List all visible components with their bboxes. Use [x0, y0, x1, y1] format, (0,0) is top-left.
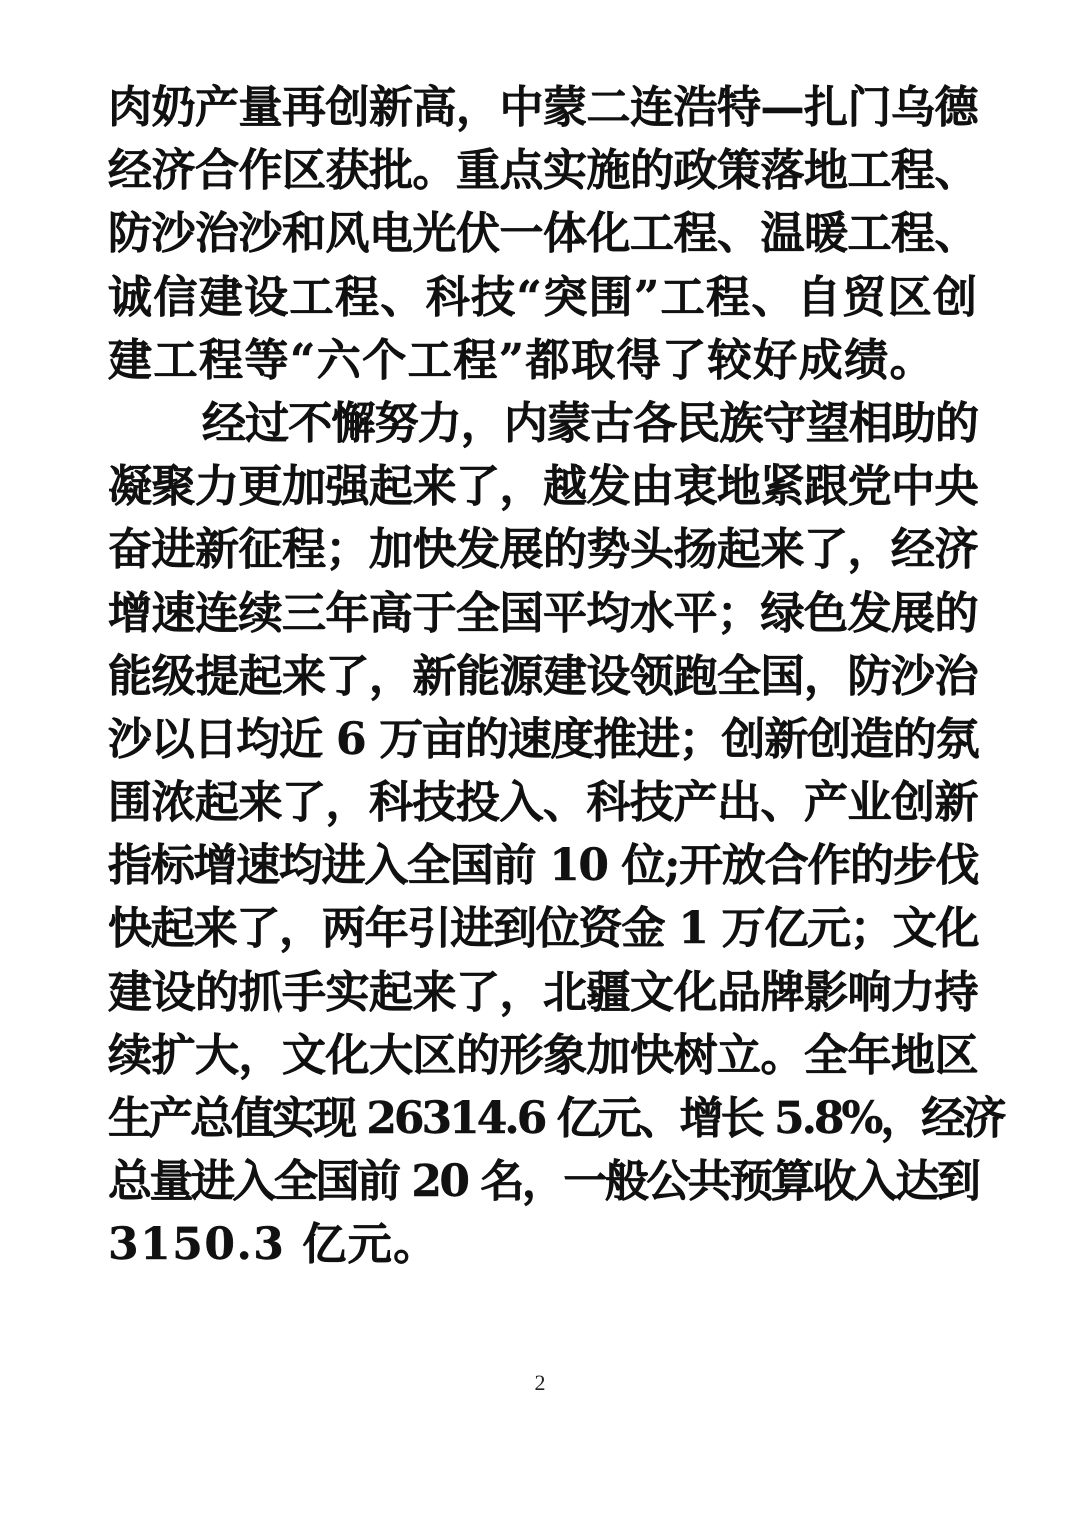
paragraph-first-line: 经过不懈努力，内蒙古各民族守望相助的	[202, 397, 978, 449]
text-line: 建工程等“六个工程”都取得了较好成绩。	[108, 334, 936, 386]
text-line: 快起来了，两年引进到位资金 1 万亿元；文化	[108, 903, 978, 955]
text-line: 增速连续三年高于全国平均水平；绿色发展的	[108, 587, 978, 639]
text-line: 奋进新征程；加快发展的势头扬起来了，经济	[108, 524, 978, 576]
text-line: 建设的抓手实起来了，北疆文化品牌影响力持	[108, 966, 978, 1018]
page-number: 2	[534, 1370, 546, 1395]
text-line: 指标增速均进入全国前 10 位;开放合作的步伐	[108, 840, 978, 892]
text-line: 围浓起来了，科技投入、科技产出、产业创新	[108, 777, 978, 829]
text-line: 防沙治沙和风电光伏一体化工程、温暖工程、	[108, 208, 978, 260]
text-line: 经济合作区获批。重点实施的政策落地工程、	[108, 145, 978, 197]
text-line: 3150.3 亿元。	[108, 1219, 439, 1271]
text-line: 续扩大，文化大区的形象加快树立。全年地区	[108, 1029, 978, 1081]
text-line: 凝聚力更加强起来了，越发由衷地紧跟党中央	[108, 461, 978, 513]
text-line: 肉奶产量再创新高，中蒙二连浩特—扎门乌德	[108, 82, 978, 133]
text-line: 总量进入全国前 20 名，一般公共预算收入达到	[108, 1156, 979, 1208]
text-line: 能级提起来了，新能源建设领跑全国，防沙治	[108, 650, 978, 702]
text-line: 生产总值实现 26314.6 亿元、增长 5.8%，经济	[108, 1093, 1004, 1144]
text-line: 沙以日均近 6 万亩的速度推进；创新创造的氛	[108, 713, 978, 765]
body-text	[108, 76, 1004, 1277]
text-line: 诚信建设工程、科技“突围”工程、自贸区创	[108, 271, 978, 323]
